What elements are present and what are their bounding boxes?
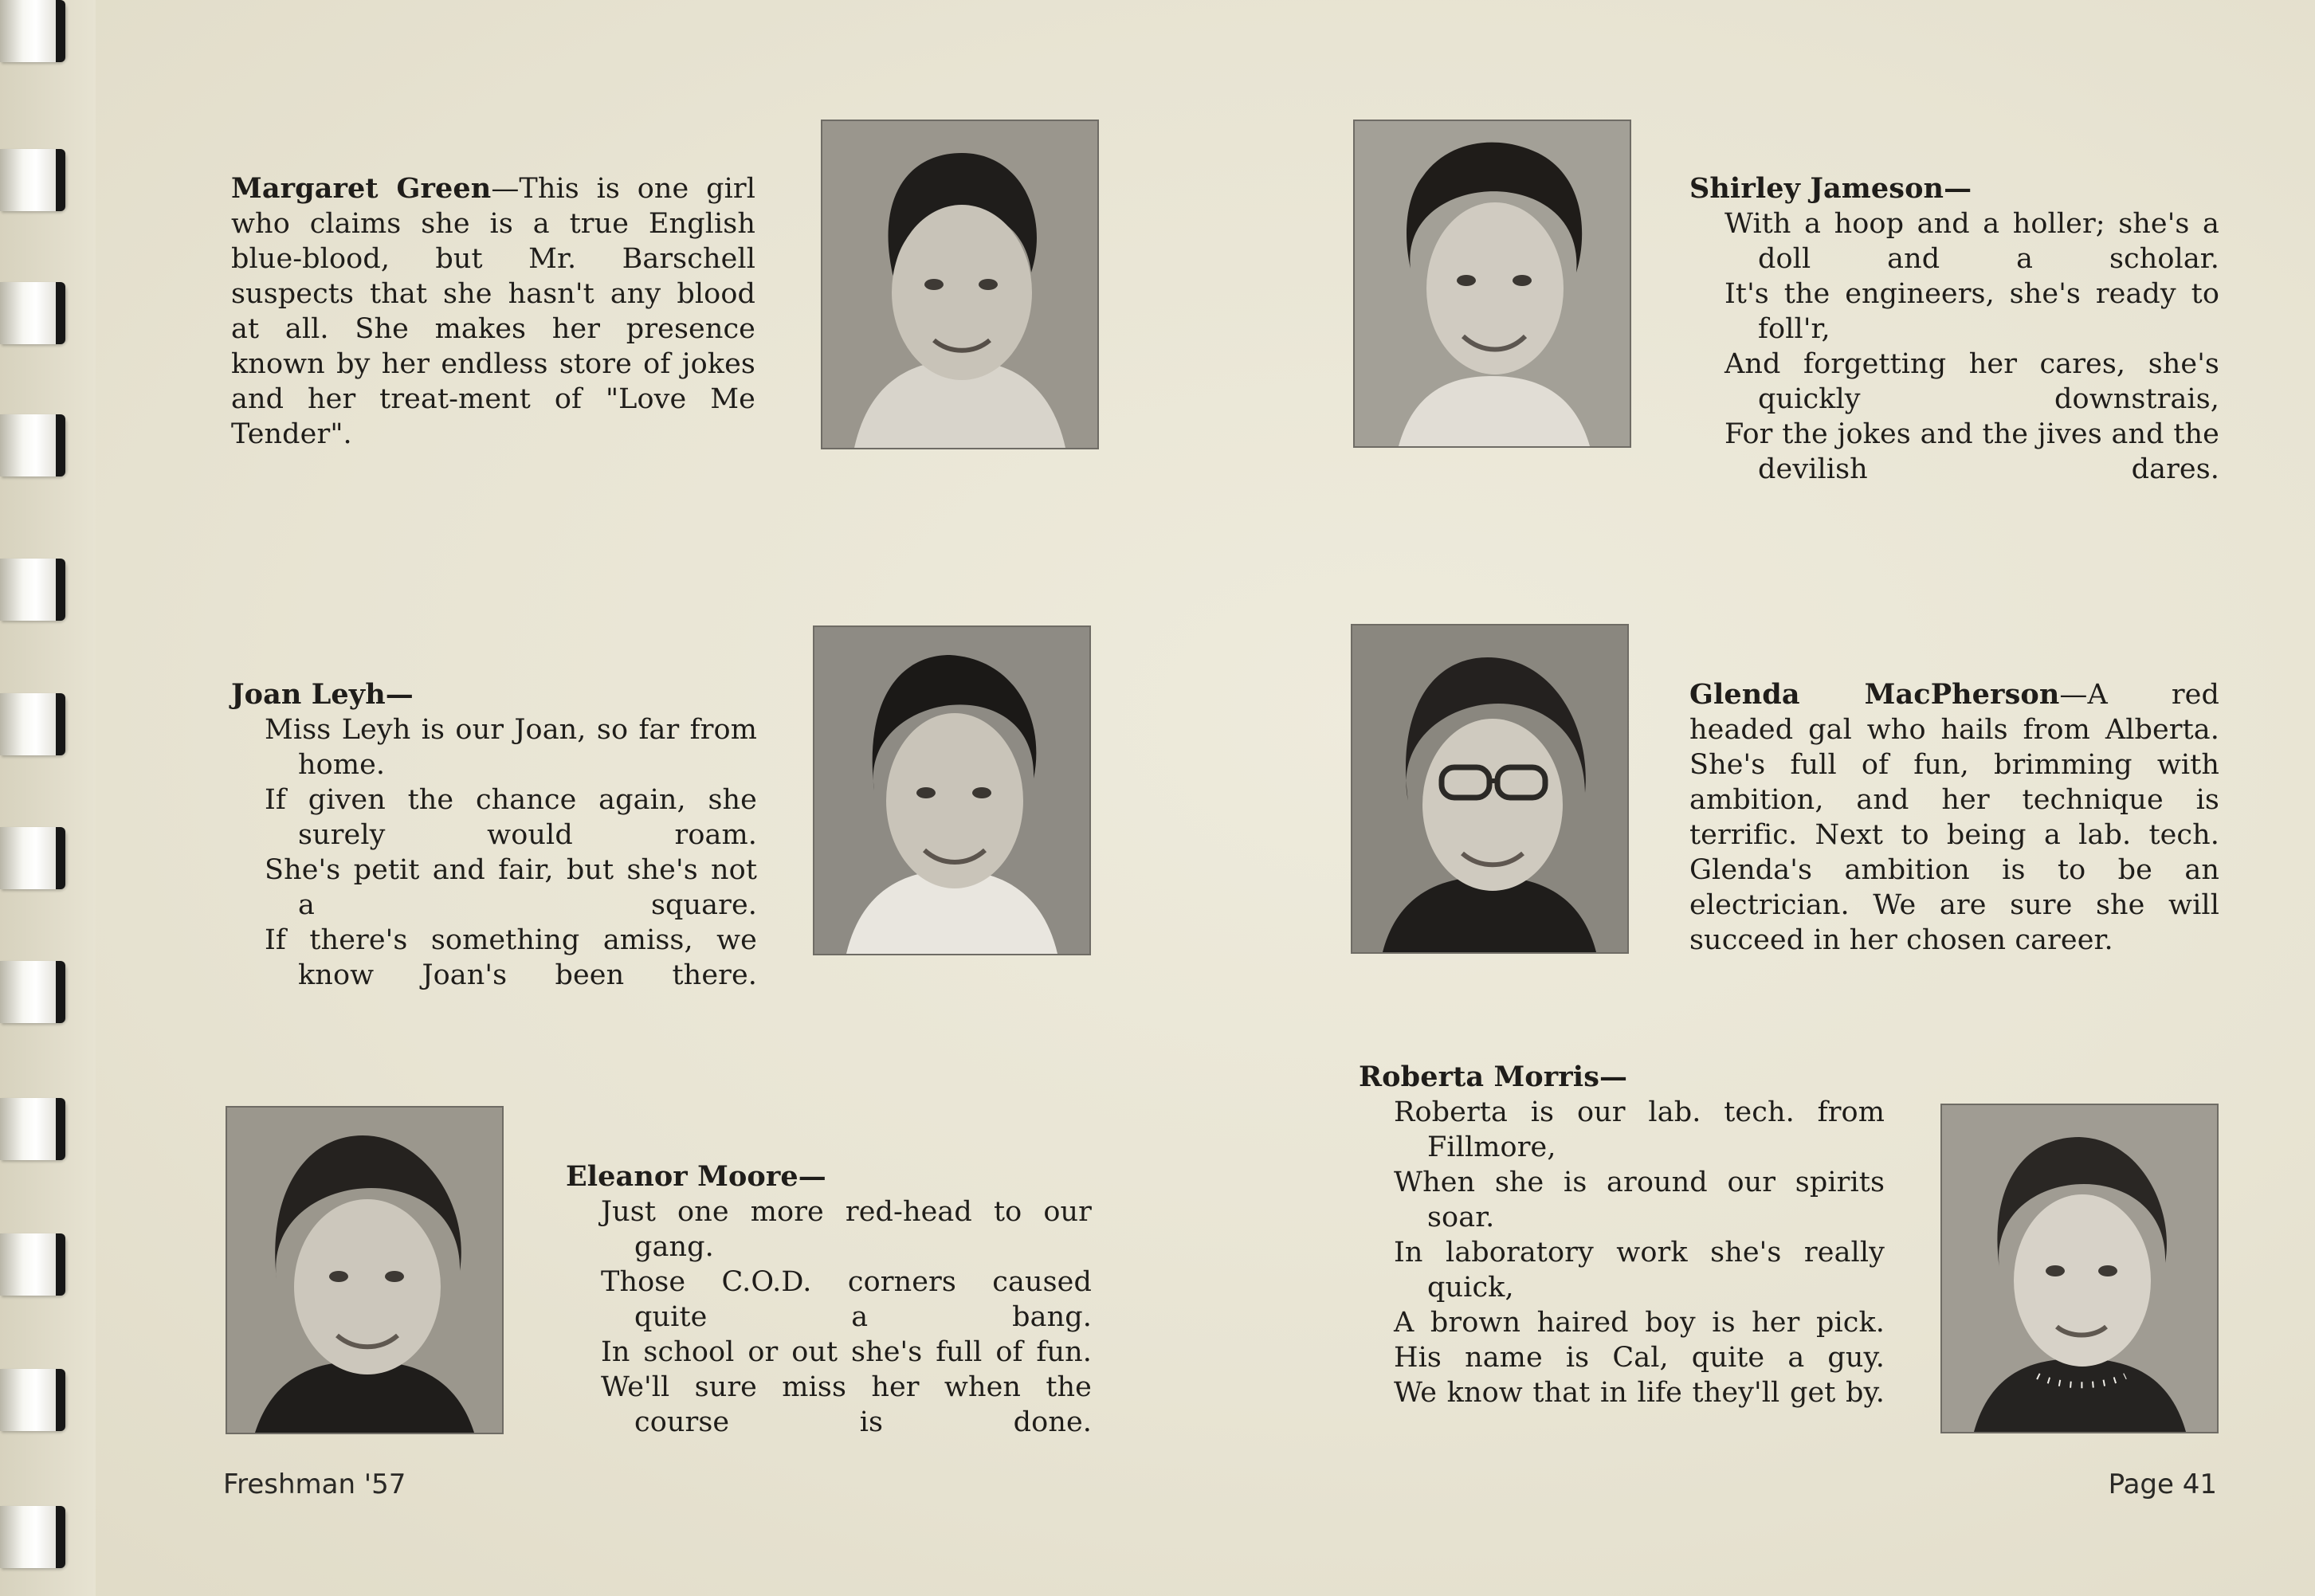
entry-glenda-macpherson — [1689, 677, 2219, 958]
verse-line: Miss Leyh is our Joan, so far from home. — [265, 714, 757, 781]
verse-line: Roberta is our lab. tech. from Fillmore, — [1394, 1096, 1885, 1163]
ring-12 — [0, 1506, 65, 1568]
verse-line: With a hoop and a holler; she's a doll and a scholar. — [1724, 208, 2219, 275]
entry-shirley-jameson — [1689, 171, 2219, 487]
photo-margaret-green — [821, 120, 1099, 449]
photo-roberta-morris — [1940, 1104, 2219, 1433]
verse-line: If there's something amiss, we know Joan's been there. — [265, 924, 757, 991]
name-joan-leyh: Joan Leyh— — [231, 678, 414, 711]
verse-line: And forgetting her cares, she's quickly downstrais, — [1724, 348, 2219, 415]
name-glenda-macpherson: Glenda MacPherson — [1689, 678, 2060, 711]
verse-shirley-jameson — [1724, 206, 2219, 487]
photo-shirley-jameson — [1353, 120, 1631, 448]
footer-left-label: Freshman '57 — [223, 1469, 406, 1500]
ring-2 — [0, 149, 65, 211]
verse-line: For the jokes and the jives and the devilish dares. — [1724, 418, 2219, 485]
name-eleanor-moore: Eleanor Moore— — [566, 1160, 826, 1193]
verse-line: In school or out she's full of fun. — [601, 1336, 1092, 1368]
verse-line: When she is around our spirits soar. — [1394, 1167, 1885, 1233]
verse-line: His name is Cal, quite a guy. — [1394, 1342, 1885, 1374]
footer-right-label: Page 41 — [2108, 1469, 2217, 1500]
bio-glenda-macpherson: —A red headed gal who hails from Alberta. She's full of fun, brimming with ambition, and her technique is terrific. Next to being a lab. tech. Glenda's ambition is to be an electrician. We are sure she will succeed in her chosen career. — [1689, 679, 2219, 956]
verse-line: In laboratory work she's really quick, — [1394, 1237, 1885, 1304]
name-roberta-morris: Roberta Morris— — [1359, 1061, 1628, 1093]
verse-line: If given the chance again, she surely would roam. — [265, 784, 757, 851]
entry-margaret-green — [231, 171, 755, 452]
photo-eleanor-moore — [226, 1106, 504, 1434]
verse-roberta-morris — [1394, 1095, 1885, 1410]
verse-line: It's the engineers, she's ready to foll'r, — [1724, 278, 2219, 345]
spiral-binding — [0, 0, 96, 1596]
verse-eleanor-moore — [601, 1194, 1092, 1440]
verse-line: Those C.O.D. corners caused quite a bang. — [601, 1266, 1092, 1333]
ring-9 — [0, 1098, 65, 1160]
verse-line: We'll sure miss her when the course is done. — [601, 1371, 1092, 1438]
photo-glenda-macpherson — [1351, 624, 1629, 954]
verse-joan-leyh — [265, 712, 757, 993]
ring-3 — [0, 282, 65, 344]
verse-line: A brown haired boy is her pick. — [1394, 1307, 1885, 1339]
entry-joan-leyh — [231, 677, 757, 993]
ring-8 — [0, 961, 65, 1023]
verse-line: She's petit and fair, but she's not a square. — [265, 854, 757, 921]
ring-7 — [0, 827, 65, 889]
name-shirley-jameson: Shirley Jameson— — [1689, 172, 1972, 205]
verse-line: We know that in life they'll get by. — [1394, 1377, 1885, 1409]
entry-eleanor-moore — [566, 1159, 1092, 1440]
ring-6 — [0, 693, 65, 755]
ring-4 — [0, 414, 65, 476]
ring-5 — [0, 559, 65, 621]
verse-line: Just one more red-head to our gang. — [601, 1196, 1092, 1263]
ring-10 — [0, 1233, 65, 1296]
name-margaret-green: Margaret Green — [231, 172, 492, 205]
ring-11 — [0, 1369, 65, 1431]
ring-1 — [0, 0, 65, 62]
bio-margaret-green: —This is one girl who claims she is a true English blue-blood, but Mr. Barschell suspects that she hasn't any blood at all. She makes her presence known by her endless store of jokes and her treat-ment of "Love Me Tender". — [231, 173, 755, 450]
entry-roberta-morris — [1359, 1060, 1885, 1410]
photo-joan-leyh — [813, 625, 1091, 955]
